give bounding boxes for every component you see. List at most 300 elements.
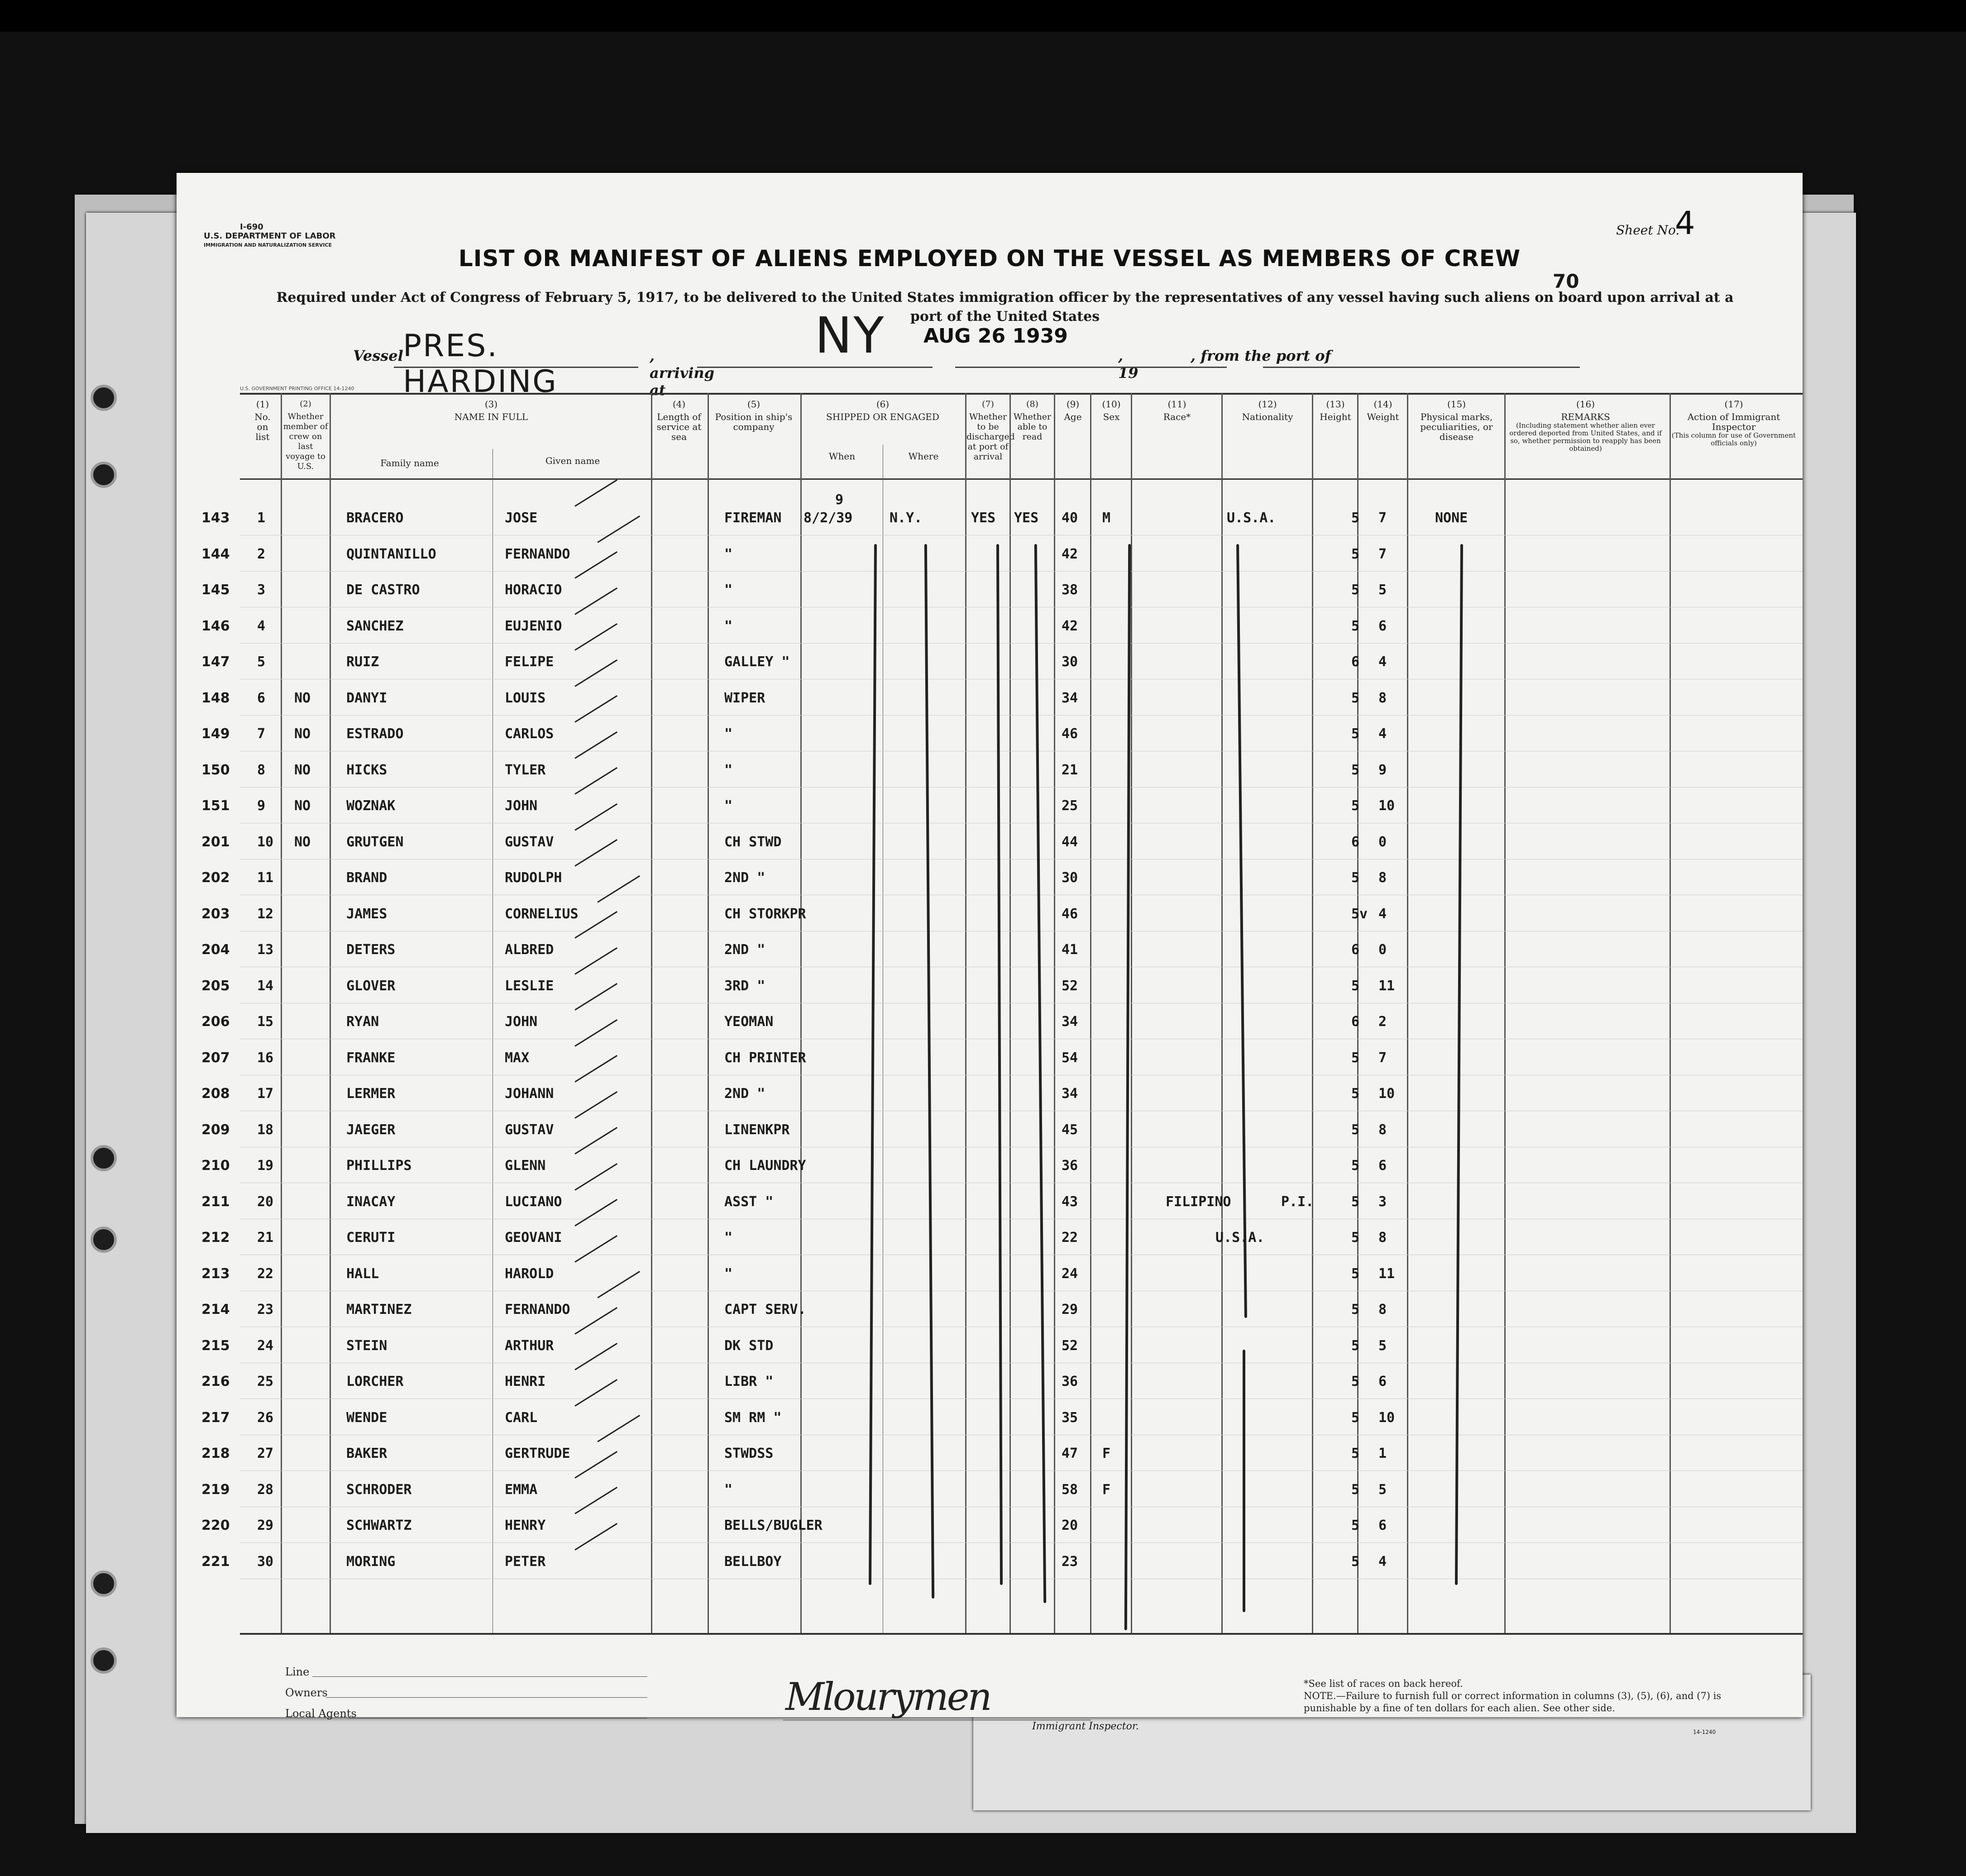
row-age: 40 [1062,510,1078,526]
row-family-name: SCHWARTZ [346,1518,412,1533]
table-row [177,1554,1803,1590]
row-margin-number: 146 [201,618,230,634]
row-position: DK STD [724,1337,774,1354]
row-family-name: HICKS [346,762,387,778]
row-height-inches: 4 [1378,726,1387,742]
row-rule [240,715,1803,716]
row-height-feet: 5 [1351,1518,1360,1533]
row-family-name: MORING [346,1553,396,1570]
row-age: 52 [1062,978,1078,994]
row-position: CH LAUNDRY [724,1158,806,1174]
row-height-feet: 5 [1351,1481,1360,1498]
row-number: 9 [257,798,266,814]
row-height-feet: 5 [1351,1374,1360,1389]
col-weight: (14) Weight [1367,399,1399,422]
row-family-name: GRUTGEN [346,834,404,850]
col-nationality: (12) Nationality [1242,399,1293,422]
row-given-name: PETER [505,1553,546,1570]
row-height-inches: 7 [1378,546,1387,562]
table-row [177,1302,1803,1338]
row-given-name: RUDOLPH [505,870,562,886]
row-given-name: EUJENIO [505,618,562,634]
row-margin-number: 218 [201,1446,230,1461]
row-height-inches: 9 [1378,762,1387,778]
row-height-inches: 8 [1378,870,1387,886]
row-height-feet: 5 [1351,798,1360,814]
row-number: 25 [257,1374,274,1389]
row-height-inches: 5 [1378,1481,1387,1498]
row-previous-voyage: NO [294,726,311,742]
row-height-inches: 3 [1378,1193,1387,1210]
table-row [177,1050,1803,1086]
form-number: I-690 [240,222,263,232]
row-given-name: FERNANDO [505,1302,570,1317]
row-number: 17 [257,1086,274,1102]
col-when: When [828,451,856,462]
col-height: (13) Height [1320,399,1351,422]
row-position: BELLBOY [724,1553,782,1570]
row-height-inches: 8 [1378,690,1387,706]
row-family-name: STEIN [346,1337,387,1354]
table-row [177,1158,1803,1194]
row-given-name: EMMA [505,1481,538,1498]
table-row [177,654,1803,690]
row-sex: M [1102,510,1111,526]
footer-note [1304,1678,1756,1714]
row-margin-number: 151 [201,798,230,814]
row-age: 46 [1062,906,1078,922]
row-previous-voyage: NO [294,834,311,850]
row-number: 13 [257,942,274,958]
row-age: 54 [1062,1050,1078,1066]
row-number: 2 [257,546,266,562]
header-bottom-rule [240,478,1803,480]
row-number: 19 [257,1158,274,1174]
row-rule [240,787,1803,788]
row-position: " [724,726,733,742]
row-family-name: HALL [346,1265,379,1282]
row-age: 30 [1062,654,1078,670]
row-height-inches: 7 [1378,510,1387,526]
row-age: 36 [1062,1158,1078,1174]
row-position: LIBR " [724,1374,774,1389]
row-height-inches: 6 [1378,1158,1387,1174]
col-name-in-full: (3) NAME IN FULL [454,399,528,422]
table-row [177,1518,1803,1554]
date-underline [955,367,1227,368]
row-age: 58 [1062,1481,1078,1498]
line-underline [312,1676,647,1677]
row-given-name: LUCIANO [505,1193,562,1210]
inspector-signature: Mlourymen [785,1675,990,1719]
row-age: 34 [1062,1086,1078,1102]
row-margin-number: 201 [201,834,230,850]
col-inspector-action: (17) Action of Immigrant Inspector (This column for use of Government officials only) [1671,399,1796,447]
row-height-inches: 4 [1378,654,1387,670]
table-row [177,1410,1803,1446]
row-sex: F [1102,1481,1111,1498]
row-margin-number: 211 [201,1193,230,1210]
table-row [177,1086,1803,1122]
row-height-inches: 8 [1378,1230,1387,1246]
row-height-inches: 6 [1378,1518,1387,1533]
row-height-feet: 5 [1351,1193,1360,1210]
table-row [177,582,1803,618]
row-rule [240,643,1803,644]
table-row [177,1374,1803,1410]
row-number: 7 [257,726,266,742]
row-height-inches: 4 [1378,1553,1387,1570]
printer-line: U.S. GOVERNMENT PRINTING OFFICE 14-1240 [240,386,354,391]
row-height-feet: 5 [1351,1446,1360,1461]
row-family-name: DE CASTRO [346,582,420,598]
row-margin-number: 206 [201,1014,230,1030]
row-position: 2ND " [724,1086,765,1102]
row-family-name: GLOVER [346,978,396,994]
film-border [0,0,1966,32]
row-margin-number: 220 [201,1518,230,1533]
row-age: 24 [1062,1265,1078,1282]
row-age: 38 [1062,582,1078,598]
form-code: 14-1240 [1693,1729,1716,1735]
row-family-name: JAMES [346,906,387,922]
col-length-of-service: (4) Length of service at sea [656,399,702,442]
col-family-name: Family name [380,458,439,468]
table-row [177,870,1803,906]
row-given-name: CARLOS [505,726,554,742]
col-age: (9) Age [1064,399,1082,422]
row-age: 30 [1062,870,1078,886]
row-number: 10 [257,834,274,850]
row-position: " [724,762,733,778]
line-label: Line [285,1666,310,1678]
row-age: 36 [1062,1374,1078,1389]
row-age: 34 [1062,690,1078,706]
row-height-feet: 5 [1351,1553,1360,1570]
row-given-name: GEOVANI [505,1230,562,1246]
row-number: 20 [257,1193,274,1210]
row-discharged: YES [971,510,996,526]
row-given-name: GUSTAV [505,1122,554,1138]
row-height-inches: 4 [1378,906,1387,922]
row-number: 29 [257,1518,274,1533]
table-row [177,762,1803,798]
from-port-underline [1263,367,1580,368]
row-height-feet: 5 [1351,546,1360,562]
row-margin-number: 207 [201,1050,230,1066]
row-shipped-when: 8/2/39 [804,510,853,526]
row-height-feet: 5 [1351,690,1360,706]
row-position: CAPT SERV. [724,1302,806,1317]
row-age: 20 [1062,1518,1078,1533]
row-given-name: FERNANDO [505,546,570,562]
col-discharged: (7) Whether to be discharged at port of arrival [966,399,1015,462]
row-age: 52 [1062,1337,1078,1354]
row-margin-number: 221 [201,1553,230,1570]
row-given-name: FELIPE [505,654,554,670]
row-nationality: U.S.A. [1215,1230,1265,1246]
row-age: 44 [1062,834,1078,850]
row-previous-voyage: NO [294,690,311,706]
row-margin-number: 214 [201,1302,230,1317]
row-position: CH STORKPR [724,906,806,922]
row-given-name: CARL [505,1409,538,1426]
owners-underline [326,1697,647,1698]
row-age: 47 [1062,1446,1078,1461]
row-height-inches: 1 [1378,1446,1387,1461]
col-remarks: (16) REMARKS (Including statement whether alien ever ordered deported from United States, and if so, whether permission to reapply has been obtained) [1509,399,1662,453]
row-able-to-read: YES [1014,510,1039,526]
table-row [177,978,1803,1014]
row-number: 12 [257,906,274,922]
row-height-feet: 5 [1351,1230,1360,1246]
row-age: 42 [1062,546,1078,562]
row-position: STWDSS [724,1446,774,1461]
table-row [177,834,1803,870]
row-family-name: PHILLIPS [346,1158,412,1174]
row-height-inches: 5 [1378,582,1387,598]
row-margin-number: 210 [201,1158,230,1174]
col-position: (5) Position in ship's company [715,399,793,432]
row-number: 16 [257,1050,274,1066]
col-shipped-or-engaged: (6) SHIPPED OR ENGAGED [826,399,939,422]
row-previous-voyage: NO [294,798,311,814]
owners-label: Owners [285,1686,328,1699]
binder-hole [91,1227,117,1253]
row-age: 35 [1062,1409,1078,1426]
row-height-feet: 5 [1351,1158,1360,1174]
row-family-name: QUINTANILLO [346,546,436,562]
penalty-note: NOTE.—Failure to furnish full or correct information in columns (3), (5), (6), and (7) is punishable by a fine of ten dollars for each alien. See other side. [1304,1690,1722,1714]
row-height-inches: 8 [1378,1302,1387,1317]
vessel-label: Vessel [353,347,403,364]
row-position: FIREMAN [724,510,782,526]
row-position: " [724,546,733,562]
row-margin-number: 147 [201,654,230,670]
row-height-feet: 5 [1351,1409,1360,1426]
row-given-name: GLENN [505,1158,546,1174]
row-given-name: CORNELIUS [505,906,579,922]
row-position: YEOMAN [724,1014,774,1030]
row-nationality: U.S.A. [1227,510,1276,526]
binder-hole [91,1145,117,1171]
row-position: 2ND " [724,942,765,958]
row-height-inches: 2 [1378,1014,1387,1030]
row-sex: F [1102,1446,1111,1461]
col-physical-marks: (15) Physical marks, peculiarities, or disease [1420,399,1493,442]
row-given-name: ARTHUR [505,1337,554,1354]
row-race: FILIPINO [1166,1193,1231,1210]
row-family-name: LERMER [346,1086,396,1102]
row-number: 27 [257,1446,274,1461]
row-margin-number: 144 [201,546,230,562]
table-row [177,1446,1803,1482]
row-given-name: MAX [505,1050,530,1066]
row-height-feet: 5 [1351,726,1360,742]
row-height-feet: 5 [1351,1265,1360,1282]
row-number: 15 [257,1014,274,1030]
row-margin-number: 215 [201,1337,230,1354]
row-height-inches: 10 [1378,798,1395,814]
row-number: 18 [257,1122,274,1138]
manifest-page [177,173,1803,1735]
sheet-value: 4 [1675,205,1695,242]
row-given-name: LOUIS [505,690,546,706]
row-position: " [724,798,733,814]
row-given-name: HAROLD [505,1265,554,1282]
row-age: 43 [1062,1193,1078,1210]
row-margin-number: 148 [201,690,230,706]
row-number: 1 [257,510,266,526]
row-shipped-when-correction: 9 [835,492,844,508]
col-previous-voyage: (2) Whether member of crew on last voyage to U.S. [283,399,328,471]
row-number: 28 [257,1481,274,1498]
row-position: BELLS/BUGLER [724,1518,823,1533]
table-row [177,1482,1803,1518]
footer-rule [240,1633,1803,1635]
row-age: 29 [1062,1302,1078,1317]
row-number: 5 [257,654,266,670]
row-height-inches: 10 [1378,1086,1395,1102]
row-family-name: WENDE [346,1409,387,1426]
row-number: 14 [257,978,274,994]
table-row [177,1014,1803,1050]
row-height-feet: 6 [1351,834,1360,850]
row-family-name: BRAND [346,870,387,886]
row-height-inches: 6 [1378,1374,1387,1389]
row-age: 45 [1062,1122,1078,1138]
row-position: GALLEY " [724,654,790,670]
row-height-feet: 5 [1351,1086,1360,1102]
department: U.S. DEPARTMENT OF LABOR [204,231,336,241]
row-position: " [724,582,733,598]
row-family-name: DANYI [346,690,387,706]
table-row [177,618,1803,654]
row-height-feet: 5 [1351,582,1360,598]
row-height-feet: 5 [1351,870,1360,886]
table-row [177,690,1803,726]
row-number: 4 [257,618,266,634]
row-family-name: BRACERO [346,510,404,526]
table-top-rule [240,393,1803,395]
row-family-name: INACAY [346,1193,396,1210]
row-family-name: SANCHEZ [346,618,404,634]
page-title: LIST OR MANIFEST OF ALIENS EMPLOYED ON THE VESSEL AS MEMBERS OF CREW [458,245,1521,272]
row-nationality: P.I. [1281,1193,1314,1210]
row-given-name: HORACIO [505,582,562,598]
row-family-name: DETERS [346,942,396,958]
row-height-inches: 11 [1378,978,1395,994]
table-row [177,1230,1803,1266]
check-mark [574,479,617,507]
races-note: *See list of races on back hereof. [1304,1678,1463,1689]
table-row [177,726,1803,762]
row-height-feet: 5 [1351,978,1360,994]
row-number: 22 [257,1265,274,1282]
row-height-feet: 5 [1351,762,1360,778]
row-height-inches: 10 [1378,1409,1395,1426]
row-height-feet: 5 [1351,1050,1360,1066]
row-age: 22 [1062,1230,1078,1246]
row-margin-number: 213 [201,1265,230,1282]
year-label: , 19 [1118,347,1138,382]
table-row [177,1266,1803,1302]
row-height-inches: 11 [1378,1265,1395,1282]
row-height-feet: 5 [1351,618,1360,634]
row-margin-number: 202 [201,870,230,886]
binder-hole [91,1570,117,1597]
row-number: 23 [257,1302,274,1317]
col-where: Where [908,451,939,462]
row-number: 21 [257,1230,274,1246]
row-height-inches: 0 [1378,942,1387,958]
table-row [177,1194,1803,1230]
row-family-name: FRANKE [346,1050,396,1066]
page-subtitle: Required under Act of Congress of February 5, 1917, to be delivered to the United States immigration officer by the representatives of any vessel having such aliens on board upon arrival at a port of the United States [276,290,1734,325]
row-family-name: ESTRADO [346,726,404,742]
service: IMMIGRATION AND NATURALIZATION SERVICE [204,242,332,248]
ditto-line [1243,1350,1245,1612]
row-physical-marks: NONE [1435,510,1468,526]
row-age: 23 [1062,1553,1078,1570]
row-position: WIPER [724,690,765,706]
sheet-label: Sheet No. [1616,223,1680,238]
row-age: 21 [1062,762,1078,778]
row-rule [240,571,1803,572]
row-margin-number: 209 [201,1122,230,1138]
row-position: " [724,1230,733,1246]
row-margin-number: 216 [201,1374,230,1389]
table-row [177,492,1803,546]
row-margin-number: 212 [201,1230,230,1246]
date-stamp: AUG 26 1939 [923,325,1068,348]
row-position: " [724,1265,733,1282]
table-row [177,1338,1803,1374]
row-height-feet: 5 [1351,1122,1360,1138]
table-row [177,906,1803,942]
row-height-inches: 5 [1378,1337,1387,1354]
row-margin-number: 219 [201,1481,230,1498]
row-family-name: MARTINEZ [346,1302,412,1317]
row-position: SM RM " [724,1409,782,1426]
row-rule [240,1470,1803,1471]
row-margin-number: 145 [201,582,230,598]
row-previous-voyage: NO [294,762,311,778]
handwritten-count: 70 [1553,270,1579,292]
vessel-underline [394,367,638,368]
row-position: CH STWD [724,834,782,850]
row-family-name: CERUTI [346,1230,396,1246]
col-given-name: Given name [545,455,600,466]
row-age: 46 [1062,726,1078,742]
col-sex: (10) Sex [1102,399,1121,422]
vessel-name: PRES. HARDING [403,328,558,400]
row-position: 2ND " [724,870,765,886]
row-height-inches: 6 [1378,618,1387,634]
col-no-on-list: (1) No. on list [254,399,271,442]
row-margin-number: 143 [201,510,230,526]
row-position: 3RD " [724,978,765,994]
binder-hole [91,385,117,411]
row-family-name: JAEGER [346,1122,396,1138]
arriving-label: , arriving at [650,347,714,399]
row-margin-number: 204 [201,942,230,958]
row-margin-number: 217 [201,1409,230,1426]
inspector-caption: Immigrant Inspector. [1032,1721,1139,1732]
row-number: 26 [257,1409,274,1426]
row-family-name: BAKER [346,1446,387,1461]
row-number: 11 [257,870,274,886]
